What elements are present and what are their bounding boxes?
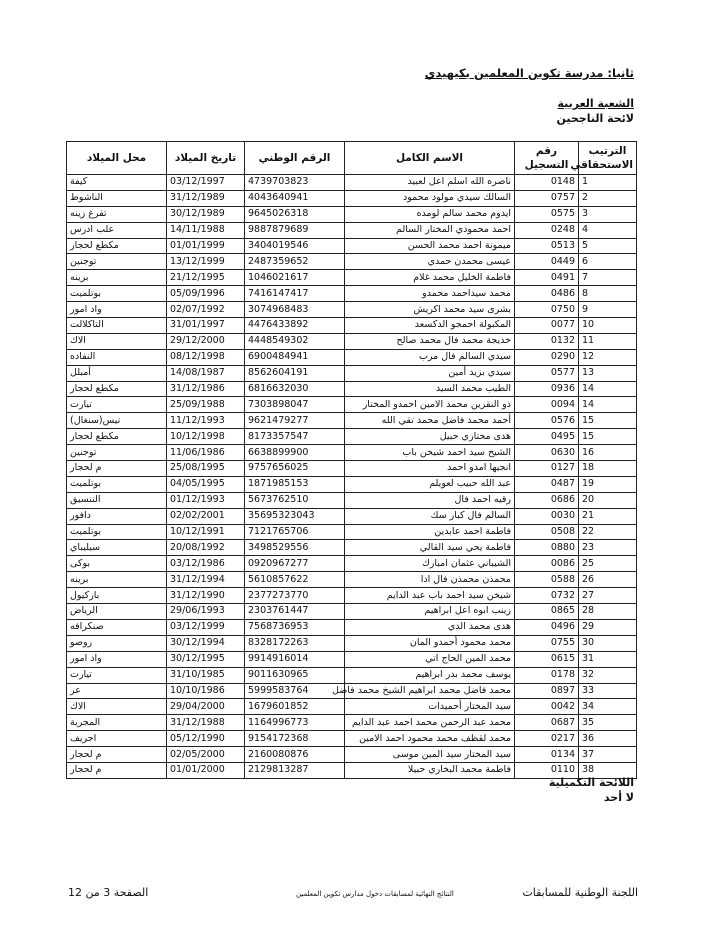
cell-birth-date: 31/12/1988 [167, 715, 245, 731]
footer-page-number: الصفحة 3 من 12 [68, 886, 149, 899]
cell-birth-date: 04/05/1995 [167, 476, 245, 492]
cell-birth-place: برينه [67, 270, 167, 286]
cell-birth-date: 13/12/1999 [167, 254, 245, 270]
cell-registration: 0030 [515, 508, 579, 524]
cell-national-id: 2377273770 [245, 588, 345, 604]
cell-national-id: 9914916014 [245, 651, 345, 667]
list-title: لائحة الناجحين [556, 112, 634, 125]
table-row [67, 175, 637, 191]
table-row [67, 635, 637, 651]
cell-national-id: 9887879689 [245, 222, 345, 238]
cell-birth-date: 02/07/1992 [167, 302, 245, 318]
cell-rank: 37 [579, 747, 637, 763]
cell-full-name: سيد المختار أحميدات [345, 699, 515, 715]
cell-birth-date: 03/12/1986 [167, 556, 245, 572]
cell-birth-place: النفاده [67, 349, 167, 365]
cell-birth-place: المجرية [67, 715, 167, 731]
cell-full-name: ناصره الله اسلم اعل لعبيد [345, 175, 515, 191]
cell-full-name: محمد المين الحاج اتي [345, 651, 515, 667]
cell-birth-place: توجنين [67, 445, 167, 461]
cell-rank: 19 [579, 476, 637, 492]
cell-birth-date: 01/01/1999 [167, 238, 245, 254]
cell-birth-date: 01/01/2000 [167, 762, 245, 778]
cell-registration: 0178 [515, 667, 579, 683]
cell-full-name: هدى مختاري حبيل [345, 429, 515, 445]
table-row [67, 492, 637, 508]
cell-rank: 36 [579, 731, 637, 747]
cell-registration: 0148 [515, 175, 579, 191]
cell-rank: 3 [579, 206, 637, 222]
cell-national-id: 0920967277 [245, 556, 345, 572]
cell-birth-place: توجنين [67, 254, 167, 270]
header-registration: رقم التسجيل [515, 142, 579, 175]
cell-birth-place: تيارت [67, 397, 167, 413]
cell-birth-date: 11/12/1993 [167, 413, 245, 429]
cell-national-id: 2303761447 [245, 604, 345, 620]
cell-registration: 0615 [515, 651, 579, 667]
cell-rank: 11 [579, 333, 637, 349]
cell-birth-date: 10/10/1986 [167, 683, 245, 699]
cell-full-name: محمد سيداحمد محمدو [345, 286, 515, 302]
cell-birth-date: 02/05/2000 [167, 747, 245, 763]
cell-rank: 35 [579, 715, 637, 731]
cell-national-id: 7121765706 [245, 524, 345, 540]
cell-full-name: انجيها امدو احمد [345, 461, 515, 477]
cell-national-id: 7303898047 [245, 397, 345, 413]
table-row [67, 270, 637, 286]
cell-full-name: فاطمة يحي سيد القالي [345, 540, 515, 556]
cell-rank: 33 [579, 683, 637, 699]
cell-registration: 0508 [515, 524, 579, 540]
cell-birth-place: باركيول [67, 588, 167, 604]
cell-full-name: الشيخ سيد احمد شيخن باب [345, 445, 515, 461]
cell-birth-place: مكطع لحجار [67, 429, 167, 445]
cell-national-id: 6638899900 [245, 445, 345, 461]
cell-registration: 0042 [515, 699, 579, 715]
cell-registration: 0897 [515, 683, 579, 699]
table-row [67, 190, 637, 206]
cell-birth-place: الاك [67, 699, 167, 715]
cell-rank: 28 [579, 604, 637, 620]
cell-rank: 26 [579, 572, 637, 588]
cell-birth-place: اجريف [67, 731, 167, 747]
cell-birth-place: برينه [67, 572, 167, 588]
table-row [67, 461, 637, 477]
footer-document-title: النتائج النهائية لمسابقات دخول مدارس تكوين المعلمين [296, 890, 454, 898]
cell-registration: 0686 [515, 492, 579, 508]
cell-birth-place: مكطع لحجار [67, 238, 167, 254]
table-row [67, 572, 637, 588]
cell-birth-place: واد امور [67, 302, 167, 318]
table-row [67, 476, 637, 492]
cell-birth-place: م لحجار [67, 747, 167, 763]
cell-birth-date: 01/12/1993 [167, 492, 245, 508]
cell-birth-date: 14/08/1987 [167, 365, 245, 381]
cell-birth-date: 31/12/1990 [167, 588, 245, 604]
table-row [67, 731, 637, 747]
cell-birth-place: الاك [67, 333, 167, 349]
cell-full-name: محمد فاضل محمد ابراهيم الشيخ محمد فاضل [345, 683, 515, 699]
cell-rank: 21 [579, 508, 637, 524]
cell-registration: 0588 [515, 572, 579, 588]
cell-birth-date: 30/12/1994 [167, 635, 245, 651]
cell-birth-date: 14/11/1988 [167, 222, 245, 238]
cell-birth-place: بوتلميت [67, 476, 167, 492]
cell-national-id: 8562604191 [245, 365, 345, 381]
cell-full-name: محمد عبد الرحمن محمد احمد عبد الدايم [345, 715, 515, 731]
cell-national-id: 3498529556 [245, 540, 345, 556]
cell-birth-place: الرياض [67, 604, 167, 620]
cell-registration: 0755 [515, 635, 579, 651]
table-row [67, 699, 637, 715]
cell-registration: 0575 [515, 206, 579, 222]
cell-birth-date: 03/12/1999 [167, 619, 245, 635]
results-table [66, 141, 637, 779]
cell-full-name: السالم فال كبار سك [345, 508, 515, 524]
cell-full-name: الشيباني عثمان امبارك [345, 556, 515, 572]
section-title: ثانيا: مدرسة تكوين المعلمين بكيهيدي [424, 66, 634, 80]
cell-birth-date: 31/12/1989 [167, 190, 245, 206]
cell-birth-place: تفرغ زينه [67, 206, 167, 222]
cell-full-name: شيخن سيد احمد باب عبد الدايم [345, 588, 515, 604]
cell-full-name: يوسف محمد بدر ابراهيم [345, 667, 515, 683]
cell-full-name: ايدوم محمد سالم لومده [345, 206, 515, 222]
cell-full-name: محمد محمود أحمدو المان [345, 635, 515, 651]
cell-rank: 23 [579, 540, 637, 556]
cell-birth-date: 31/12/1986 [167, 381, 245, 397]
cell-birth-date: 11/06/1986 [167, 445, 245, 461]
cell-registration: 0577 [515, 365, 579, 381]
cell-rank: 12 [579, 349, 637, 365]
cell-full-name: فاطمة احمد عابدين [345, 524, 515, 540]
cell-rank: 29 [579, 619, 637, 635]
cell-national-id: 9621479277 [245, 413, 345, 429]
supplementary-list-title: اللائحة التكميلية [548, 776, 634, 789]
header-national-id: الرقم الوطني [245, 142, 345, 175]
cell-national-id: 4043640941 [245, 190, 345, 206]
supplementary-list-value: لا أحد [603, 791, 634, 804]
cell-registration: 0576 [515, 413, 579, 429]
cell-birth-date: 03/12/1997 [167, 175, 245, 191]
cell-birth-date: 25/08/1995 [167, 461, 245, 477]
cell-registration: 0127 [515, 461, 579, 477]
cell-full-name: أحمد محمد فاضل محمد تقي الله [345, 413, 515, 429]
cell-registration: 0486 [515, 286, 579, 302]
cell-registration: 0110 [515, 762, 579, 778]
cell-birth-place: صنكرافه [67, 619, 167, 635]
cell-registration: 0487 [515, 476, 579, 492]
cell-full-name: بشرى سيد محمد اكريش [345, 302, 515, 318]
cell-birth-place: عر [67, 683, 167, 699]
cell-birth-place: أمبلل [67, 365, 167, 381]
cell-registration: 0630 [515, 445, 579, 461]
table-row [67, 524, 637, 540]
cell-national-id: 9011630965 [245, 667, 345, 683]
cell-full-name: محمد لقظف محمد محمود احمد الامين [345, 731, 515, 747]
cell-registration: 0134 [515, 747, 579, 763]
cell-rank: 16 [579, 445, 637, 461]
table-row [67, 540, 637, 556]
cell-birth-place: واد امور [67, 651, 167, 667]
table-row [67, 667, 637, 683]
cell-national-id: 8328172263 [245, 635, 345, 651]
cell-registration: 0086 [515, 556, 579, 572]
cell-rank: 32 [579, 667, 637, 683]
cell-full-name: فاطمة الخليل محمد غلام [345, 270, 515, 286]
cell-national-id: 4739703823 [245, 175, 345, 191]
cell-national-id: 2160080876 [245, 747, 345, 763]
cell-birth-place: علب ادرس [67, 222, 167, 238]
table-row [67, 556, 637, 572]
cell-national-id: 7568736953 [245, 619, 345, 635]
cell-full-name: فاطمة محمد البخاري حبيلا [345, 762, 515, 778]
cell-rank: 27 [579, 588, 637, 604]
cell-national-id: 3404019546 [245, 238, 345, 254]
cell-rank: 25 [579, 556, 637, 572]
cell-full-name: سيدي السالم فال مرب [345, 349, 515, 365]
cell-rank: 7 [579, 270, 637, 286]
cell-registration: 0449 [515, 254, 579, 270]
cell-rank: 30 [579, 635, 637, 651]
cell-national-id: 7416147417 [245, 286, 345, 302]
cell-full-name: احمد محمودي المختار السالم [345, 222, 515, 238]
cell-full-name: رقيه احمد فال [345, 492, 515, 508]
table-row [67, 651, 637, 667]
cell-rank: 18 [579, 461, 637, 477]
cell-national-id: 2129813287 [245, 762, 345, 778]
cell-birth-date: 29/06/1993 [167, 604, 245, 620]
cell-national-id: 1871985153 [245, 476, 345, 492]
cell-full-name: خديجة محمد فال محمد صالح [345, 333, 515, 349]
cell-registration: 0757 [515, 190, 579, 206]
cell-national-id: 9757656025 [245, 461, 345, 477]
table-row [67, 588, 637, 604]
cell-national-id: 1164996773 [245, 715, 345, 731]
cell-rank: 4 [579, 222, 637, 238]
cell-birth-place: تيارت [67, 667, 167, 683]
cell-full-name: ميمونة احمد محمد الحسن [345, 238, 515, 254]
cell-full-name: سيد المختار سيد المين موسى [345, 747, 515, 763]
cell-registration: 0290 [515, 349, 579, 365]
cell-national-id: 6816632030 [245, 381, 345, 397]
cell-rank: 38 [579, 762, 637, 778]
table-row [67, 683, 637, 699]
cell-birth-place: بوكى [67, 556, 167, 572]
cell-registration: 0750 [515, 302, 579, 318]
header-full-name: الاسم الكامل [345, 142, 515, 175]
cell-birth-date: 29/12/2000 [167, 333, 245, 349]
table-row [67, 238, 637, 254]
cell-full-name: السالك سيدي مولود محمود [345, 190, 515, 206]
cell-rank: 6 [579, 254, 637, 270]
cell-rank: 10 [579, 318, 637, 334]
cell-registration: 0880 [515, 540, 579, 556]
cell-rank: 31 [579, 651, 637, 667]
cell-birth-date: 30/12/1995 [167, 651, 245, 667]
cell-birth-place: دافور [67, 508, 167, 524]
cell-birth-place: تيس(سنغال) [67, 413, 167, 429]
cell-registration: 0491 [515, 270, 579, 286]
cell-rank: 13 [579, 365, 637, 381]
cell-full-name: عبد الله حبيب لعويلم [345, 476, 515, 492]
cell-birth-place: روصو [67, 635, 167, 651]
cell-rank: 2 [579, 190, 637, 206]
header-rank: الترتيب الاستحقاقي [579, 142, 637, 175]
cell-national-id: 4476433892 [245, 318, 345, 334]
cell-birth-date: 05/09/1996 [167, 286, 245, 302]
cell-rank: 14 [579, 397, 637, 413]
cell-rank: 34 [579, 699, 637, 715]
cell-registration: 0077 [515, 318, 579, 334]
cell-birth-place: بوتلميت [67, 286, 167, 302]
cell-national-id: 9154172368 [245, 731, 345, 747]
cell-national-id: 9645026318 [245, 206, 345, 222]
cell-full-name: زينب ابوه اعل ابراهيم [345, 604, 515, 620]
table-row [67, 302, 637, 318]
cell-registration: 0936 [515, 381, 579, 397]
cell-national-id: 5673762510 [245, 492, 345, 508]
table-row [67, 747, 637, 763]
cell-national-id: 2487359652 [245, 254, 345, 270]
table-header-row [67, 142, 637, 175]
cell-birth-place: التاكلالت [67, 318, 167, 334]
table-row [67, 508, 637, 524]
cell-rank: 15 [579, 413, 637, 429]
cell-full-name: الطيب محمد السيد [345, 381, 515, 397]
cell-birth-place: التنسيق [67, 492, 167, 508]
cell-national-id: 1679601852 [245, 699, 345, 715]
table-row [67, 715, 637, 731]
cell-birth-date: 05/12/1990 [167, 731, 245, 747]
table-row [67, 254, 637, 270]
cell-rank: 5 [579, 238, 637, 254]
table-row [67, 381, 637, 397]
cell-registration: 0495 [515, 429, 579, 445]
cell-rank: 8 [579, 286, 637, 302]
cell-birth-date: 08/12/1998 [167, 349, 245, 365]
cell-birth-date: 30/12/1989 [167, 206, 245, 222]
header-birth-place: محل الميلاد [67, 142, 167, 175]
table-row [67, 604, 637, 620]
cell-national-id: 5999583764 [245, 683, 345, 699]
cell-national-id: 6900484941 [245, 349, 345, 365]
cell-birth-date: 31/10/1985 [167, 667, 245, 683]
table-row [67, 318, 637, 334]
cell-registration: 0132 [515, 333, 579, 349]
cell-national-id: 1046021617 [245, 270, 345, 286]
table-row [67, 429, 637, 445]
cell-registration: 0248 [515, 222, 579, 238]
cell-birth-date: 10/12/1991 [167, 524, 245, 540]
cell-registration: 0094 [515, 397, 579, 413]
cell-birth-place: سيليباي [67, 540, 167, 556]
cell-registration: 0496 [515, 619, 579, 635]
cell-national-id: 3074968483 [245, 302, 345, 318]
cell-full-name: محمذن محمذن فال ادا [345, 572, 515, 588]
cell-registration: 0217 [515, 731, 579, 747]
cell-birth-place: الناشوط [67, 190, 167, 206]
cell-rank: 22 [579, 524, 637, 540]
table-row [67, 413, 637, 429]
cell-birth-date: 02/02/2001 [167, 508, 245, 524]
header-birth-date: تاريخ الميلاد [167, 142, 245, 175]
table-row [67, 333, 637, 349]
cell-national-id: 4448549302 [245, 333, 345, 349]
cell-birth-date: 29/04/2000 [167, 699, 245, 715]
cell-rank: 9 [579, 302, 637, 318]
cell-registration: 0732 [515, 588, 579, 604]
cell-national-id: 35695323043 [245, 508, 345, 524]
cell-birth-date: 31/12/1994 [167, 572, 245, 588]
table-row [67, 397, 637, 413]
cell-birth-date: 10/12/1998 [167, 429, 245, 445]
branch-title: الشعبة العربية [557, 97, 634, 110]
cell-registration: 0513 [515, 238, 579, 254]
cell-registration: 0687 [515, 715, 579, 731]
cell-birth-date: 25/09/1988 [167, 397, 245, 413]
table-row [67, 619, 637, 635]
cell-birth-place: مكطع لحجار [67, 381, 167, 397]
cell-birth-place: كيفة [67, 175, 167, 191]
table-row [67, 445, 637, 461]
cell-birth-place: بوتلميت [67, 524, 167, 540]
cell-birth-date: 20/08/1992 [167, 540, 245, 556]
cell-birth-date: 21/12/1995 [167, 270, 245, 286]
table-body [67, 175, 637, 779]
cell-birth-place: م لحجار [67, 762, 167, 778]
cell-full-name: ذو النقرين محمد الامين احمدو المختار [345, 397, 515, 413]
cell-full-name: سيدي بزيد أمين [345, 365, 515, 381]
cell-rank: 14 [579, 381, 637, 397]
cell-rank: 15 [579, 429, 637, 445]
table-row [67, 222, 637, 238]
cell-full-name: هدى محمد الدي [345, 619, 515, 635]
table-row [67, 206, 637, 222]
table-row [67, 286, 637, 302]
cell-birth-date: 31/01/1997 [167, 318, 245, 334]
table-row [67, 365, 637, 381]
cell-registration: 0865 [515, 604, 579, 620]
cell-rank: 20 [579, 492, 637, 508]
cell-full-name: المكبولة احمجو الدكسعد [345, 318, 515, 334]
cell-rank: 1 [579, 175, 637, 191]
cell-full-name: عيسى محمدن حمدي [345, 254, 515, 270]
cell-national-id: 5610857622 [245, 572, 345, 588]
table-row [67, 349, 637, 365]
cell-national-id: 8173357547 [245, 429, 345, 445]
cell-birth-place: م لحجار [67, 461, 167, 477]
footer-committee: اللجنة الوطنية للمسابقات [522, 886, 638, 899]
